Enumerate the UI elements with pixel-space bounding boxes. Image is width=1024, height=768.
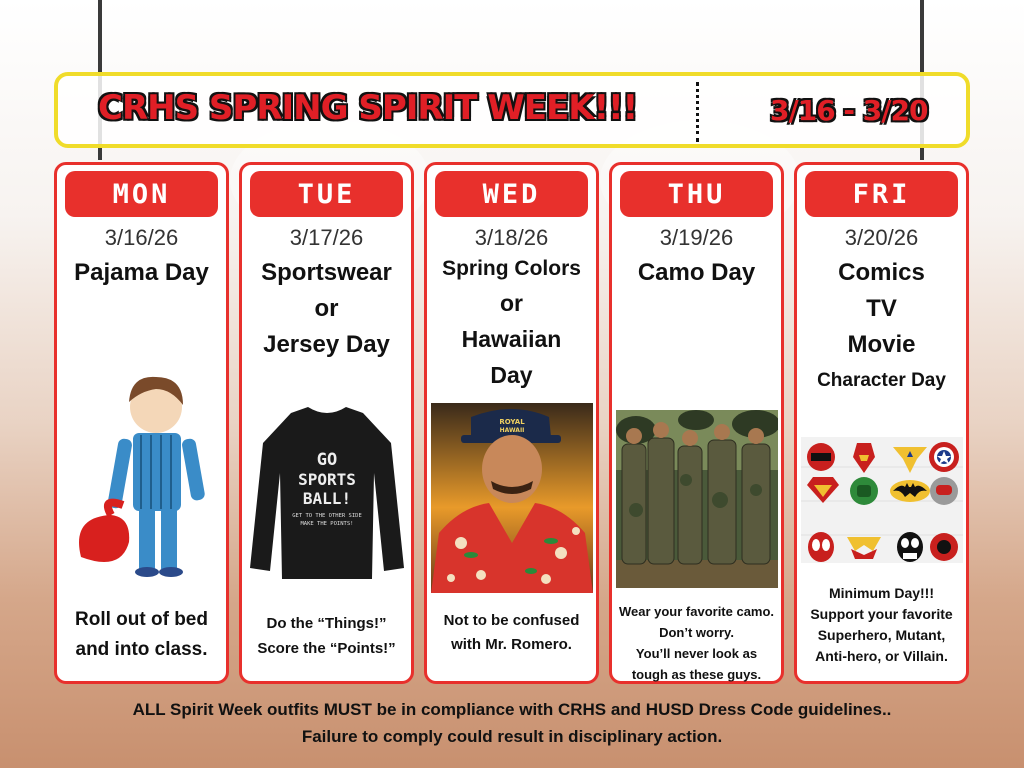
hawaiian-shirt-man-image: [431, 403, 593, 593]
svg-text:BALL!: BALL!: [302, 489, 352, 508]
pajama-kid-image: [61, 367, 223, 587]
day-card-monday: [54, 162, 229, 684]
svg-text:GET TO THE OTHER SIDE: GET TO THE OTHER SIDE: [292, 513, 362, 519]
day-theme: Pajama Day: [74, 259, 209, 286]
svg-text:MAKE THE POINTS!: MAKE THE POINTS!: [300, 521, 354, 527]
notice-line: ALL Spirit Week outfits MUST be in compliance with CRHS and HUSD Dress Code guidelines..: [132, 700, 892, 719]
day-card-friday: [794, 162, 969, 684]
day-card-thursday: [609, 162, 784, 684]
svg-text:SPORTS: SPORTS: [298, 470, 356, 489]
day-caption: Do the “Things!” Score the “Points!”: [257, 615, 396, 657]
svg-text:HAWAII: HAWAII: [499, 427, 525, 434]
day-date: 3/20/26: [844, 225, 919, 250]
title-banner: [54, 72, 970, 148]
superhero-logos-image: [801, 437, 963, 563]
day-card-wednesday: [424, 162, 599, 684]
day-label: MON: [65, 171, 218, 217]
camo-soldiers-image: [616, 410, 778, 588]
notice-line: Failure to comply could result in disciplinary action.: [301, 727, 723, 746]
day-caption: Roll out of bed and into class.: [75, 609, 208, 660]
spider-man-icon: [808, 532, 834, 562]
day-label: THU: [620, 171, 773, 217]
day-caption: Minimum Day!!! Support your favorite Superhero, Mutant, Anti-hero, or Villain.: [810, 585, 953, 664]
date-range: 3/16 - 3/20: [770, 94, 928, 127]
page-title: CRHS SPRING SPIRIT WEEK!!!: [98, 88, 638, 128]
banner-divider: [696, 82, 699, 142]
day-caption: Not to be confused with Mr. Romero.: [443, 612, 580, 653]
day-date: 3/17/26: [289, 225, 364, 250]
day-card-tuesday: [239, 162, 414, 684]
day-label: WED: [435, 171, 588, 217]
day-theme: Camo Day: [637, 259, 756, 286]
day-label: FRI: [805, 171, 958, 217]
day-label: TUE: [250, 171, 403, 217]
day-date: 3/16/26: [104, 225, 179, 250]
day-date: 3/18/26: [474, 225, 549, 250]
go-sports-ball-shirt-image: [246, 403, 408, 583]
dress-code-notice: [0, 696, 1024, 750]
day-theme: Comics TV Movie Character Day: [817, 259, 946, 391]
svg-text:GO: GO: [316, 450, 338, 470]
svg-text:ROYAL: ROYAL: [499, 418, 525, 426]
day-date: 3/19/26: [659, 225, 734, 250]
day-theme: Spring Colors or Hawaiian Day: [442, 257, 581, 388]
day-theme: Sportswear or Jersey Day: [261, 259, 392, 358]
day-caption: Wear your favorite camo. Don’t worry. You’ll never look as tough as these guys.: [618, 604, 775, 682]
